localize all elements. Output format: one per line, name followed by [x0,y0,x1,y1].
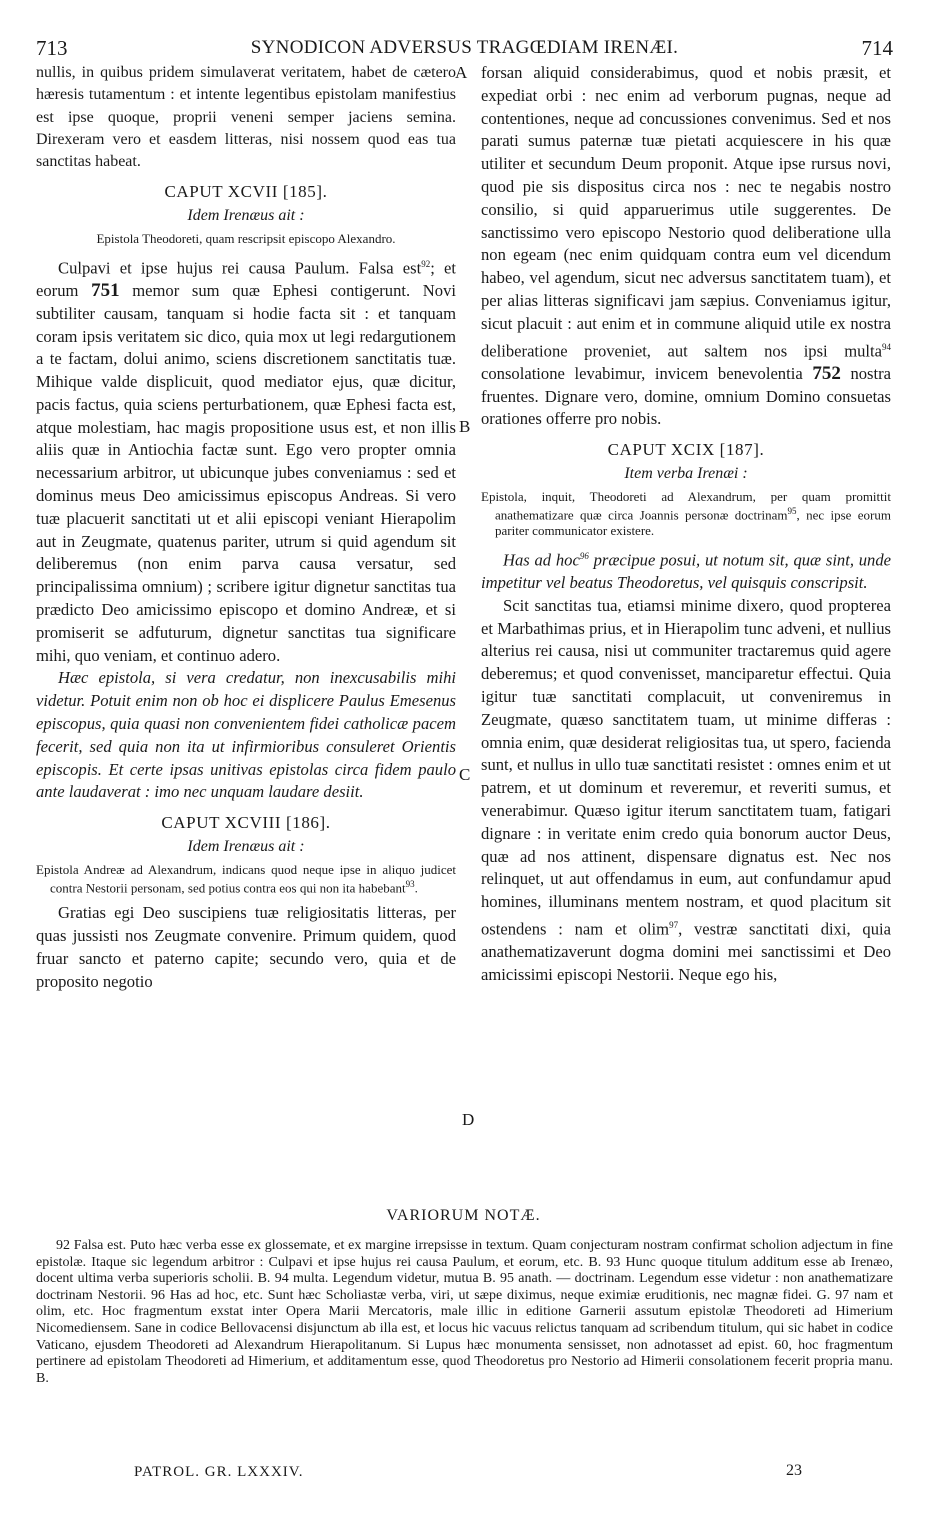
footer-volume: PATROL. GR. LXXXIV. [134,1464,304,1480]
column-number: 752 [812,362,841,384]
body-text: Scit sanctitas tua, etiamsi minime dixero, quod propterea et Marbathimas prius, et in Hierapolim tunc adveni, et nullius alterius rei causa, nisi ut communiter tractaremus quid agere deberemus; et quod convenisset, manciparetur effectui. Quia igitur tuæ sanctitati complacuit, ut conveniremus in Zeugmate, quæso sanctitatem tuam, ut minime differas : omnia enim, quæ desiderat religiositas tua, ut spero, facienda sunt, et nullus in ullo tuæ sanctitati resistet : omnes enim et ut patrem, et ut dominum et reveremur, et reveriti sumus, et venerabimur. Quæso igitur iterum sanctitatem tuam, fatigari dignare : in veritate enim credo quia bonorum auctor Deus, quæ ad nos attinent, dispensare dignatus est. Nec nos relinquet, ut aut offendamus in eum, aut confundamur apud homines, illuminans mentem nostram, et quod placitum sit ostendens : nam et olim [481,595,891,939]
page-number-right: 714 [861,36,893,60]
chapter-summary-99 [481,489,891,539]
notes-heading: VARIORUM NOTÆ. [386,1207,541,1224]
summary-text: Epistola Andreæ ad Alexandrum, indicans quod neque ipse in aliquo judicet contra Nestorii personam, sed potius contra eos qui non ita habebant [36,861,456,896]
note-ref: 92 [421,258,431,269]
body-text: forsan aliquid considerabimus, quod et nobis præsit, et expediat orbi : nec enim ad verborum pugnas, neque ad contentiones, neque ad concussiones convenimus. Sed et nos parati sumus paternæ tuæ pietati acquiescere in his quæ utiliter et secundum Deum proponit. Atque ipse rursus novi, quod pie sis dispositus circa nos : nec te negabis nostro consilio, si quid apparuerimus utile suggerentes. De sanctissimo vero episcopo Nestorio quod deliberatione ulla non egeam (nec enim quidquam contra eum vel dicendum habeo, vel agendum, sicut nec adversus sanctitatem tuam), et per alias litteras significavi jam sæpius. Conveniamus igitur, sicut placuit : aut enim et in commune aliquid utile ex nostra deliberatione proveniet, aut saltem nos ipsi multa [481,63,891,361]
scholion-text: Has ad hoc [503,550,580,570]
summary-text: , nec ipse eorum pariter communicator existere. [495,507,891,539]
running-header [36,36,893,60]
epistle-body-97 [36,253,456,668]
chapter-summary-98: Epistola Andreæ ad Alexandrum, indicans quod neque ipse in aliquo judicet contra Nestorii personam, sed potius contra eos qui non ita habebant$^{93}$. [36,861,456,896]
chapter-subheading-97: Idem Irenæus ait : [187,206,305,224]
body-text: consolatione levabimur, invicem benevolentia [481,363,803,383]
footer-signature: 23 [786,1462,802,1479]
margin-marker-d: D [462,1110,475,1129]
epistle-body-99 [481,595,891,987]
note-ref: 96 [579,550,589,561]
note-ref: 97 [669,919,679,930]
body-text: nostra fruentes. Dignare vero, domine, omnium Domino consuetas orationes offerre pro nobis. [481,363,891,429]
body-text: , vestræ sanctitati dixi, quia anathematizaverunt dogma domini mei sanctissimi et Deo amicissimi episcopi Nestorii. Neque ego his, [481,919,891,985]
note-ref: 95 [787,506,797,517]
running-title: SYNODICON ADVERSUS TRAGŒDIAM IRENÆI. [250,37,679,58]
chapter-subheading-99: Item verba Irenæi : [624,464,748,482]
page-number-left: 713 [36,36,68,60]
body-text: ; et eorum [36,258,457,300]
variorum-notes: 92 Falsa est. Puto hæc verba esse ex glossemate, et ex margine irrepsisse in textum. Quam conjecturam nostram confirmat scholion adjectum in fine epistolæ. Itaque sic legendum arbitror : Culpavi et ipse hujus rei causa Paulum, et eorum, etc. B. 93 Hunc quoque titulum additum esse ab Irenæo, docent ultima verba superioris scholii. B. 94 multa. Legendum videtur, mutua B. 95 anath. — doctrinam. Legendum esse videtur : non anathematizare doctrinam Nestorii. 96 Has ad hoc, etc. Sunt hæc Scholiastæ verba, viri, ut sæpe diximus, neque eximiæ eruditionis, nec magnæ fidei. G. 97 nam et olim, etc. Hoc fragmentum exstat inter Opera Marii Mercatoris, male illic in editione Garnerii assutum epistolæ Theodoreti ad Himerium Nicomediensem. Sane in codice Bellovacensi disjunctum ab illa est, et locus hic vacuus relictus tanquam ad scribendum titulum, qui sic habet in codice Vaticano, ejusdem Theodoreti ad Alexandrum Hierapolitanum. Si Lupus hæc monumenta sensisset, non adnotasset ad epist. 60, hoc fragmentum pertinere ad epistolam Theodoreti ad Himerium, et additamentum esse, quod Theodoretus pro Nestorio ad Himerii consolationem fecerit propria manu. B. [36,1238,893,1386]
continuation-paragraph-right [481,62,891,431]
chapter-subheading-98: Idem Irenæus ait : [187,837,305,855]
note-ref: 93 [405,879,415,890]
margin-marker-a: A [455,63,468,82]
margin-marker-b: B [459,417,471,436]
epistle-body-98: Gratias egi Deo suscipiens tuæ religiositatis litteras, per quas jussisti nos Zeugmate convenire. Primum quidem, quod fruar sancto et paterno capite; secundo vero, quia et de proposito negotio [36,903,456,991]
note-ref: 94 [882,341,891,352]
continuation-paragraph: nullis, in quibus pridem simulaverat veritatem, habet de cætero hæresis tutamentum : et intente legentibus epistolam manifestius est ipse quoque, proprii veneni semper jaciens semina. Direxeram vero et easdem litteras, nisi nossem quod eas tua sanctitas habeat. [36,64,456,171]
scholion-text: præcipue posui, ut notum sit, quæ sint, unde impetitur vel beatus Theodoretus, vel quisquis conscripsit. [481,550,891,593]
scholion-97: Hæc epistola, si vera credatur, non inexcusabilis mihi videtur. Potuit enim non ob hoc ei displicere Paulus Emesenus episcopus, quia quasi non convenientem fidei catholicæ pacem fecerit, sed quia non ita ut infirmioribus consuleret Orientis episcopis. Et certe ipsas unitivas epistolas circa fidem paulo ante laudaverat : imo nec unquam laudare desiit. [36,668,456,802]
chapter-summary-97: Epistola Theodoreti, quam rescripsit episcopo Alexandro. [96,231,396,247]
chapter-heading-99: CAPUT XCIX [187]. [607,440,765,460]
body-text: memor sum quæ Ephesi contigerunt. Novi subtiliter causam, tanquam si hodie facta sit : et tanquam coram ipsis veritatem sic dico, quia mox ut legi redargutionem a te factam, dolui animo, sciens discretionem sanctitatis tuæ. Mihique valde displicuit, quod mediator ejus, quæ dicitur, pacis factus, quia sciens perturbationem, quæ Ephesi facta est, atque molestiam, hac magis propositione usus est, et non illis aliis quæ in Antiochia factæ sunt. Ego vero propter omnia necessarium arbitror, ut ubicunque jubes conveniamus : sed et dominus meus Deo amicissimus episcopus Andreas. Si vero tuæ placuerit sanctitati ut et alii episcopi veniant Hierapolim aut in Zeugmate, quatenus pariter, utrum si quid agendum sit deliberemus (non enim parva causa versatur, sed principalissima omnium) ; scribere igitur dignetur sanctitas tua prædicto Deo amicissimo episcopo et domino Andreæ, et si promiserit se adfuturum, dignetur sanctitas tua significare mihi, quo veniam, et continuo adero. [36,280,456,665]
summary-text: Epistola, inquit, Theodoreti ad Alexandrum, per quam promittit anathematizare quæ circa Joannis personæ doctrinam [481,488,891,523]
left-column [36,62,456,993]
body-text: Culpavi et ipse hujus rei causa Paulum. Falsa est [58,258,422,278]
right-column [481,62,891,987]
margin-marker-c: C [459,765,471,784]
chapter-heading-98: CAPUT XCVIII [186]. [161,813,331,833]
scholion-99 [481,545,891,595]
column-number: 751 [91,279,120,301]
chapter-heading-97: CAPUT XCVII [185]. [164,182,328,202]
